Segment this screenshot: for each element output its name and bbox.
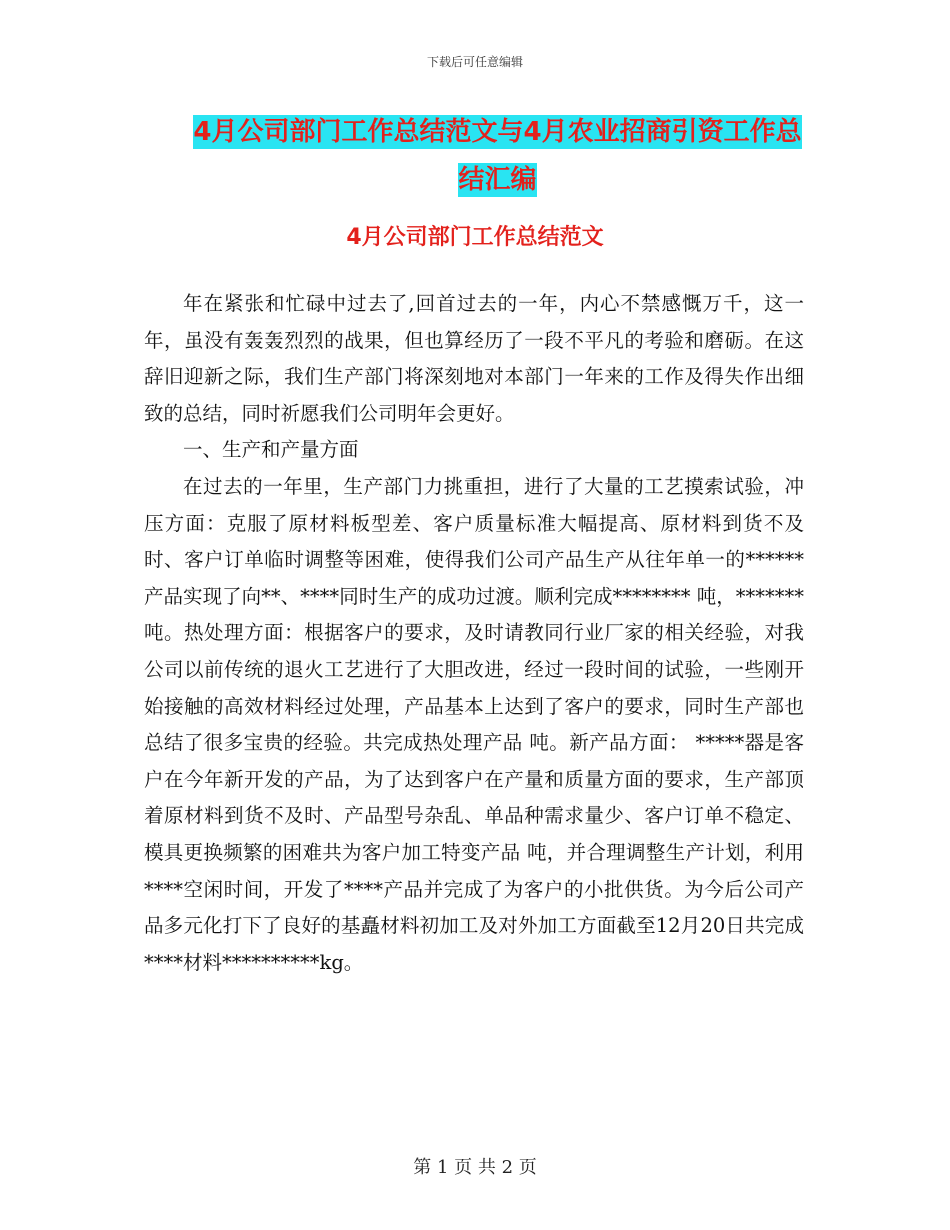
document-title: [185, 108, 810, 204]
paragraph-production-details: 在过去的一年里，生产部门力挑重担，进行了大量的工艺摸索试验，冲压方面：克服了原材料板型差、客户质量标准大幅提高、原材料到货不及时、客户订单临时调整等困难，使得我们公司产品生产从往年单一的******产品实现了向**、****同时生产的成功过渡。顺利完成******** 吨，******* 吨。热处理方面：根据客户的要求，及时请教同行业厂家的相关经验，对我公司以前传统的退火工艺进行了大胆改进，经过一段时间的试验，一些刚开始接触的高效材料经过处理，产品基本上达到了客户的要求，同时生产部也总结了很多宝贵的经验。共完成热处理产品 吨。新产品方面： *****器是客户在今年新开发的产品，为了达到客户在产量和质量方面的要求，生产部顶着原材料到货不及时、产品型号杂乱、单品种需求量少、客户订单不稳定、模具更换频繁的困难共为客户加工特变产品 吨，并合理调整生产计划，利用****空闲时间，开发了****产品并完成了为客户的小批供货。为今后公司产品多元化打下了良好的基矗材料初加工及对外加工方面截至12月20日共完成****材料**********kg。: [144, 474, 804, 974]
paragraph-intro: 年在紧张和忙碌中过去了,回首过去的一年，内心不禁感慨万千，这一年，虽没有轰轰烈烈的战果，但也算经历了一段不平凡的考验和磨砺。在这辞旧迎新之际，我们生产部门将深刻地对本部门一年来的工作及得失作出细致的总结，同时祈愿我们公司明年会更好。: [144, 292, 804, 425]
page-header-note: 下载后可任意编辑: [426, 55, 523, 69]
page-number: 第 1 页 共 2 页: [413, 1157, 537, 1178]
document-body: [144, 286, 804, 981]
document-title-line-2: 结汇编: [458, 165, 537, 195]
document-title-line-1: 4月公司部门工作总结范文与4月农业招商引资工作总: [193, 117, 802, 147]
section-title: 4月公司部门工作总结范文: [346, 225, 604, 250]
paragraph-heading-production: 一、生产和产量方面: [183, 438, 359, 462]
